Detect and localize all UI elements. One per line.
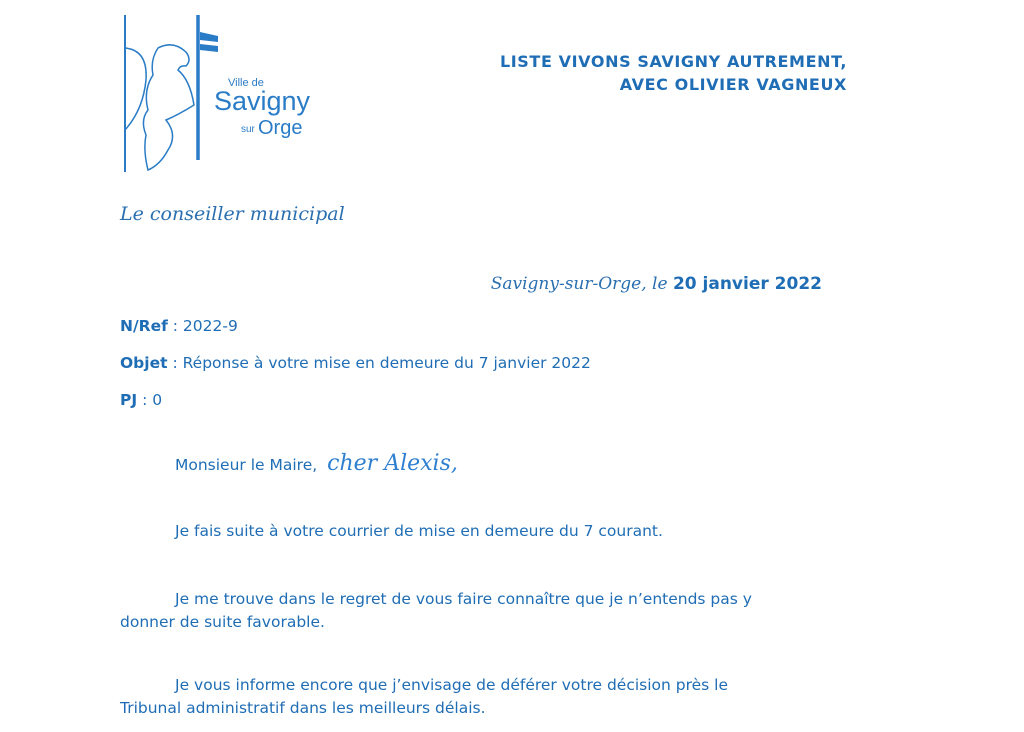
attachments-value: : 0 <box>142 391 163 409</box>
header-line-1: LISTE VIVONS SAVIGNY AUTREMENT, <box>499 52 847 71</box>
attachments-line <box>120 391 162 409</box>
header-line-2: AVEC OLIVIER VAGNEUX <box>619 75 847 94</box>
subject-label: Objet <box>120 354 168 372</box>
salutation <box>175 452 458 477</box>
paragraph-2 <box>120 588 752 634</box>
date-line <box>491 274 822 294</box>
reference-label: N/Ref <box>120 317 168 335</box>
subject-line <box>120 354 591 372</box>
paragraph-2-line-1: Je me trouve dans le regret de vous faire connaître que je n’entends pas y <box>175 590 752 608</box>
sender-title: Le conseiller municipal <box>120 203 345 225</box>
paragraph-3-line-2: Tribunal administratif dans les meilleurs délais. <box>120 699 486 717</box>
logo-ville-de: Ville de <box>228 77 264 89</box>
city-logo <box>118 10 311 178</box>
logo-orge: Orge <box>258 117 303 139</box>
logo-savigny: Savigny <box>214 86 311 116</box>
salutation-typed: Monsieur le Maire, <box>175 456 318 474</box>
salutation-handwritten: cher Alexis, <box>327 451 458 476</box>
date-place: Savigny-sur-Orge, le <box>490 274 668 294</box>
attachments-label: PJ <box>120 391 138 409</box>
paragraph-3 <box>120 674 728 720</box>
subject-value: : Réponse à votre mise en demeure du 7 janvier 2022 <box>172 354 591 372</box>
logo-sur: sur <box>241 124 255 135</box>
paragraph-1: Je fais suite à votre courrier de mise en demeure du 7 courant. <box>175 522 663 540</box>
date-value: 20 janvier 2022 <box>672 274 822 294</box>
paragraph-3-line-1: Je vous informe encore que j’envisage de déférer votre décision près le <box>175 676 729 694</box>
reference-line <box>120 317 238 335</box>
paragraph-2-line-2: donner de suite favorable. <box>120 613 325 631</box>
reference-value: : 2022-9 <box>172 317 238 335</box>
